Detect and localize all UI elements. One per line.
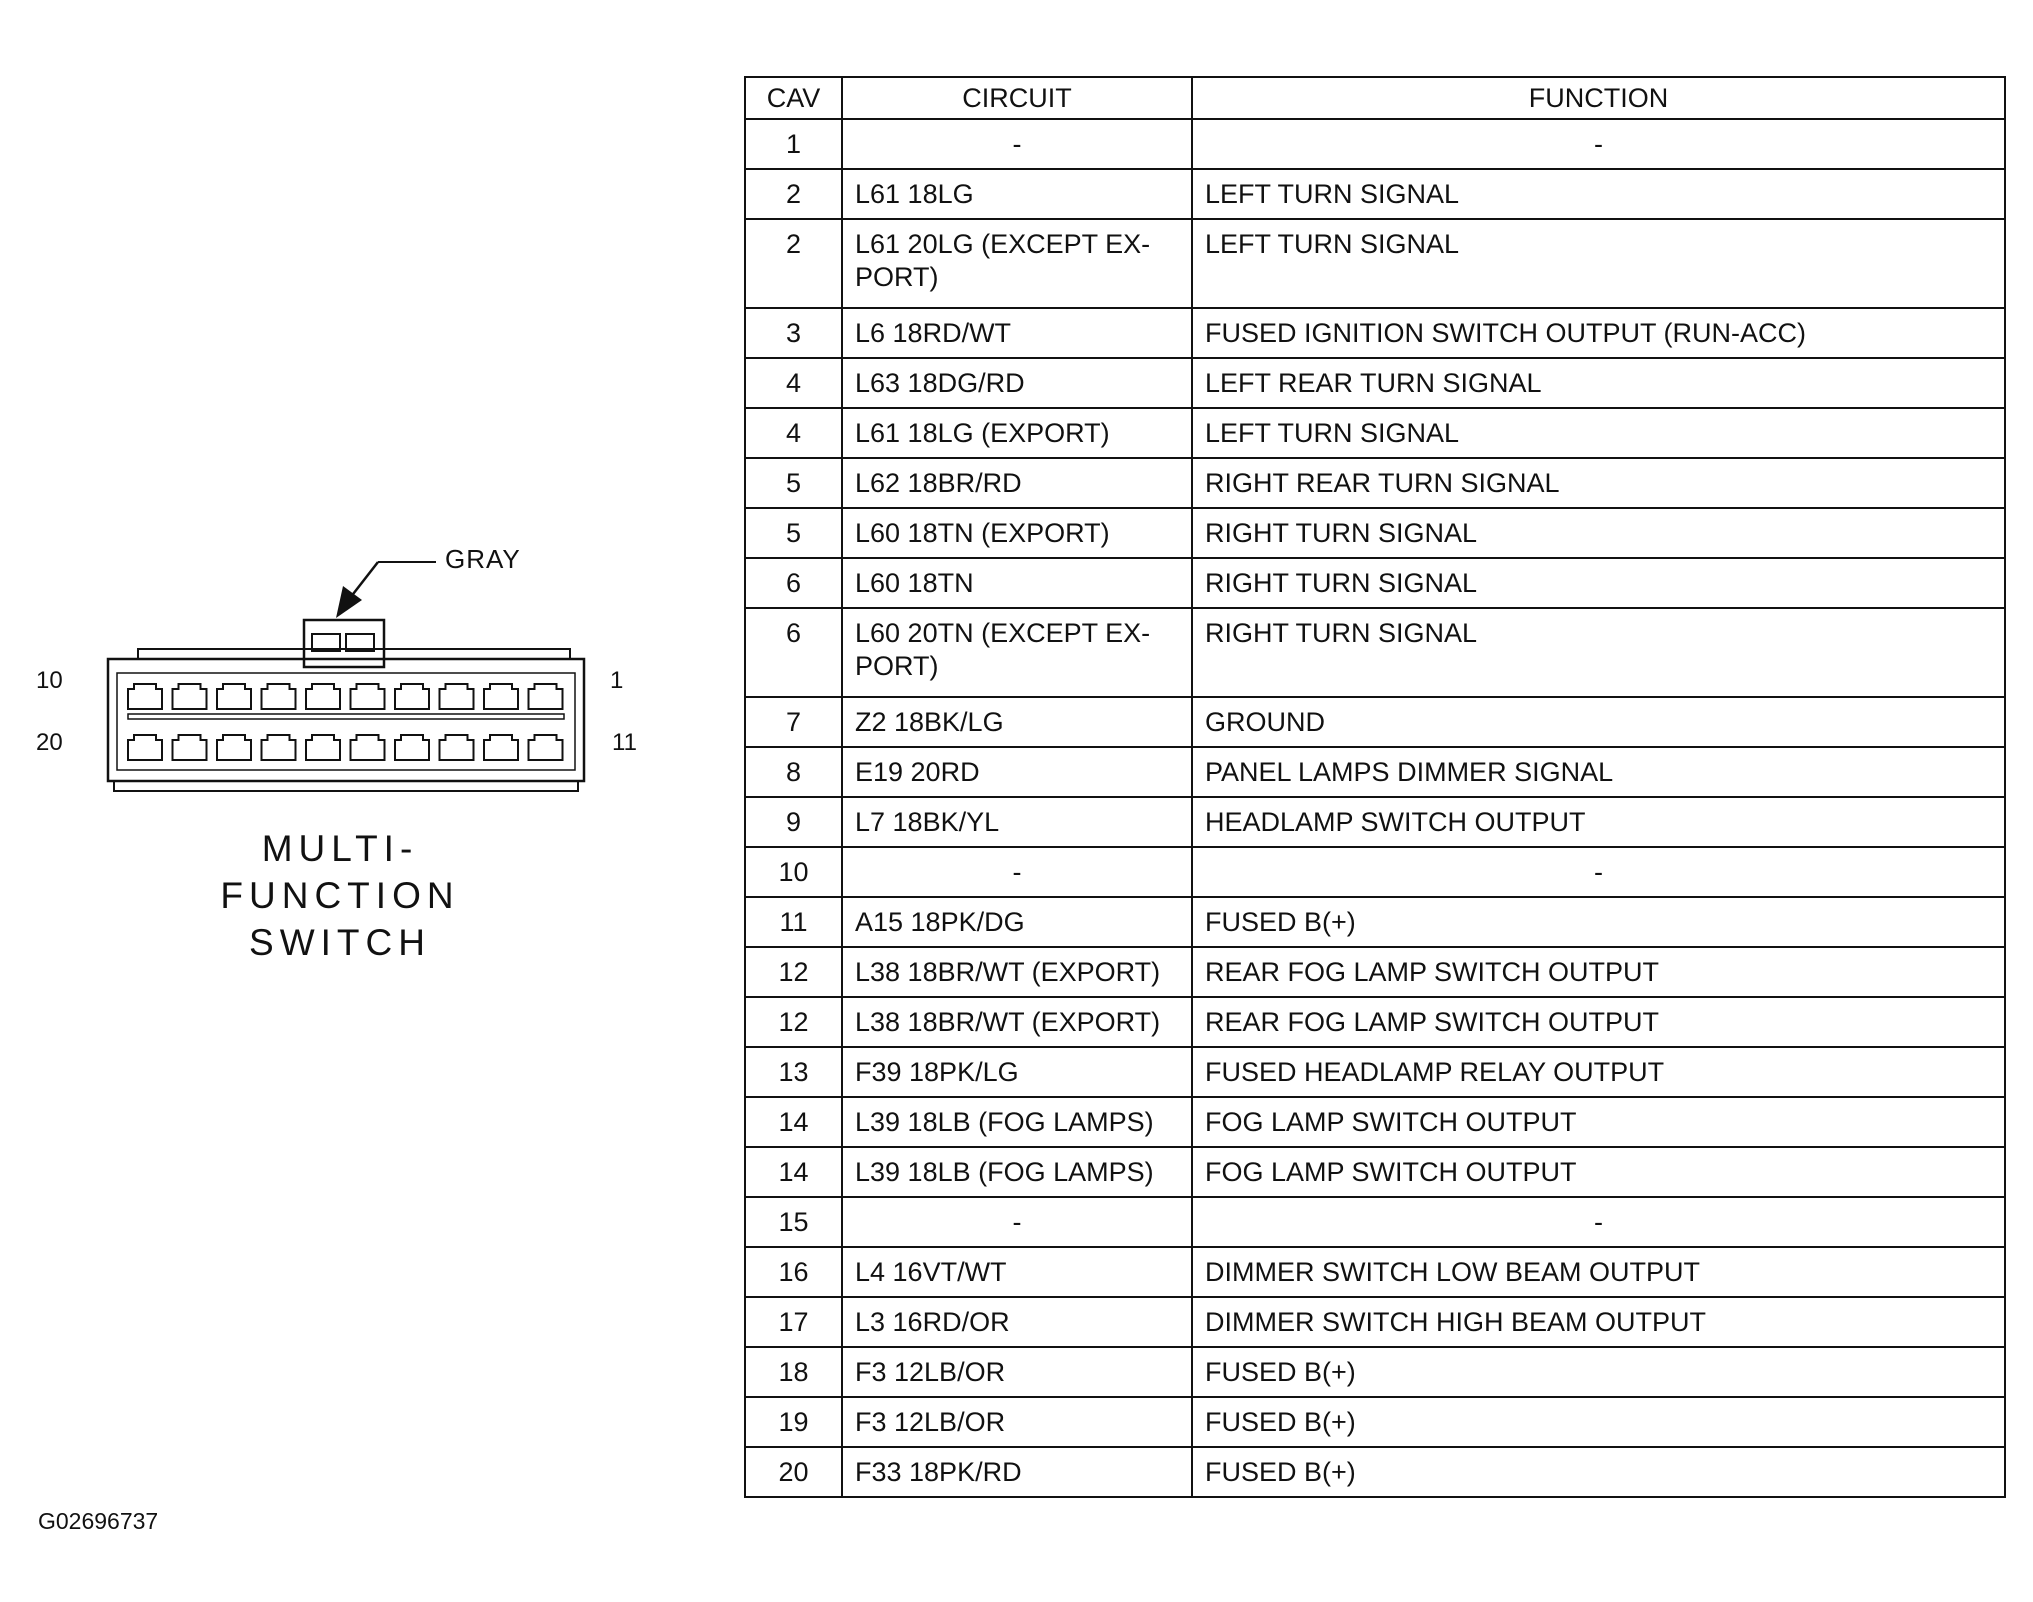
cavity — [529, 684, 563, 709]
table-row — [745, 169, 2005, 219]
function-cell: - — [1192, 847, 2005, 897]
function-cell: DIMMER SWITCH LOW BEAM OUTPUT — [1192, 1247, 2005, 1297]
circuit-cell: L63 18DG/RD — [842, 358, 1192, 408]
table-row — [745, 508, 2005, 558]
circuit-cell: L61 18LG (EXPORT) — [842, 408, 1192, 458]
table-row — [745, 1197, 2005, 1247]
connector-color-label: GRAY — [445, 544, 521, 574]
circuit-cell: L3 16RD/OR — [842, 1297, 1192, 1347]
table-row — [745, 847, 2005, 897]
circuit-cell: E19 20RD — [842, 747, 1192, 797]
cavity — [173, 684, 207, 709]
cavity — [217, 684, 251, 709]
connector-name — [200, 825, 480, 966]
connector-body-inner — [117, 673, 575, 770]
circuit-cell: L60 20TN (EXCEPT EX- PORT) — [842, 608, 1192, 697]
function-cell: RIGHT REAR TURN SIGNAL — [1192, 458, 2005, 508]
cavity — [262, 684, 296, 709]
cav-cell: 3 — [745, 308, 842, 358]
cavity-row-bottom — [128, 735, 563, 760]
circuit-cell: L60 18TN (EXPORT) — [842, 508, 1192, 558]
function-cell: FUSED B(+) — [1192, 1397, 2005, 1447]
cav-cell: 17 — [745, 1297, 842, 1347]
table-row — [745, 1047, 2005, 1097]
circuit-cell: L38 18BR/WT (EXPORT) — [842, 947, 1192, 997]
cav-cell: 13 — [745, 1047, 842, 1097]
circuit-cell: L39 18LB (FOG LAMPS) — [842, 1097, 1192, 1147]
function-cell: HEADLAMP SWITCH OUTPUT — [1192, 797, 2005, 847]
cavity — [484, 735, 518, 760]
circuit-cell: L60 18TN — [842, 558, 1192, 608]
circuit-cell: L4 16VT/WT — [842, 1247, 1192, 1297]
circuit-cell: F33 18PK/RD — [842, 1447, 1192, 1497]
cavity — [351, 735, 385, 760]
circuit-cell: Z2 18BK/LG — [842, 697, 1192, 747]
function-cell: FOG LAMP SWITCH OUTPUT — [1192, 1147, 2005, 1197]
function-cell: LEFT TURN SIGNAL — [1192, 408, 2005, 458]
cavity — [217, 735, 251, 760]
cav-cell: 14 — [745, 1147, 842, 1197]
cavity — [529, 735, 563, 760]
table-row — [745, 697, 2005, 747]
cavity-row-top — [128, 684, 563, 709]
table-row — [745, 747, 2005, 797]
column-header-function: FUNCTION — [1192, 77, 2005, 119]
connector-body — [108, 659, 584, 781]
table-row — [745, 947, 2005, 997]
table-row — [745, 408, 2005, 458]
column-header-cav: CAV — [745, 77, 842, 119]
cavity — [440, 735, 474, 760]
connector-divider — [128, 714, 564, 719]
table-row — [745, 997, 2005, 1047]
pinout-table-body — [745, 119, 2005, 1497]
table-row — [745, 1397, 2005, 1447]
cavity — [440, 684, 474, 709]
table-row — [745, 1247, 2005, 1297]
cav-cell: 12 — [745, 947, 842, 997]
color-leader-line-diag — [350, 562, 378, 598]
table-row — [745, 358, 2005, 408]
table-row — [745, 458, 2005, 508]
function-cell: FUSED B(+) — [1192, 1347, 2005, 1397]
function-cell: REAR FOG LAMP SWITCH OUTPUT — [1192, 997, 2005, 1047]
cavity — [306, 684, 340, 709]
table-row — [745, 219, 2005, 308]
connector-bottom-rail — [114, 781, 578, 791]
cav-cell: 8 — [745, 747, 842, 797]
circuit-cell: L61 20LG (EXCEPT EX- PORT) — [842, 219, 1192, 308]
circuit-cell: L62 18BR/RD — [842, 458, 1192, 508]
cavity — [262, 735, 296, 760]
pin-label-20: 20 — [36, 729, 63, 756]
cav-cell: 7 — [745, 697, 842, 747]
cav-cell: 1 — [745, 119, 842, 169]
table-header-row — [745, 77, 2005, 119]
cavity — [484, 684, 518, 709]
cavity — [351, 684, 385, 709]
connector-name-line-2: FUNCTION — [220, 875, 460, 916]
cav-cell: 15 — [745, 1197, 842, 1247]
cavity — [128, 735, 162, 760]
cav-cell: 2 — [745, 169, 842, 219]
function-cell: REAR FOG LAMP SWITCH OUTPUT — [1192, 947, 2005, 997]
table-row — [745, 608, 2005, 697]
circuit-cell: F39 18PK/LG — [842, 1047, 1192, 1097]
cavity — [173, 735, 207, 760]
function-cell: - — [1192, 119, 2005, 169]
cav-cell: 14 — [745, 1097, 842, 1147]
pin-label-10: 10 — [36, 667, 63, 694]
cav-cell: 18 — [745, 1347, 842, 1397]
function-cell: LEFT TURN SIGNAL — [1192, 219, 2005, 308]
cav-cell: 19 — [745, 1397, 842, 1447]
function-cell: LEFT REAR TURN SIGNAL — [1192, 358, 2005, 408]
circuit-cell: F3 12LB/OR — [842, 1347, 1192, 1397]
function-cell: FUSED B(+) — [1192, 1447, 2005, 1497]
table-row — [745, 1097, 2005, 1147]
table-row — [745, 1297, 2005, 1347]
cav-cell: 5 — [745, 458, 842, 508]
table-row — [745, 308, 2005, 358]
function-cell: LEFT TURN SIGNAL — [1192, 169, 2005, 219]
table-row — [745, 558, 2005, 608]
function-cell: FUSED B(+) — [1192, 897, 2005, 947]
connector-name-line-1: MULTI- — [261, 828, 419, 869]
pin-label-11: 11 — [612, 729, 637, 756]
cavity — [128, 684, 162, 709]
circuit-cell: - — [842, 1197, 1192, 1247]
cav-cell: 20 — [745, 1447, 842, 1497]
circuit-cell: L38 18BR/WT (EXPORT) — [842, 997, 1192, 1047]
circuit-cell: - — [842, 119, 1192, 169]
cav-cell: 2 — [745, 219, 842, 308]
connector-drawing — [0, 0, 700, 820]
cav-cell: 9 — [745, 797, 842, 847]
function-cell: FUSED IGNITION SWITCH OUTPUT (RUN-ACC) — [1192, 308, 2005, 358]
circuit-cell: L7 18BK/YL — [842, 797, 1192, 847]
function-cell: RIGHT TURN SIGNAL — [1192, 608, 2005, 697]
color-arrowhead — [336, 586, 362, 618]
function-cell: RIGHT TURN SIGNAL — [1192, 508, 2005, 558]
circuit-cell: F3 12LB/OR — [842, 1397, 1192, 1447]
cavity — [306, 735, 340, 760]
circuit-cell: - — [842, 847, 1192, 897]
table-row — [745, 1347, 2005, 1397]
circuit-cell: A15 18PK/DG — [842, 897, 1192, 947]
pin-label-1: 1 — [610, 667, 624, 694]
cavity — [395, 735, 429, 760]
connector-name-line-3: SWITCH — [249, 922, 431, 963]
cav-cell: 4 — [745, 408, 842, 458]
cav-cell: 12 — [745, 997, 842, 1047]
cavity — [395, 684, 429, 709]
function-cell: PANEL LAMPS DIMMER SIGNAL — [1192, 747, 2005, 797]
function-cell: - — [1192, 1197, 2005, 1247]
table-row — [745, 119, 2005, 169]
function-cell: RIGHT TURN SIGNAL — [1192, 558, 2005, 608]
function-cell: FUSED HEADLAMP RELAY OUTPUT — [1192, 1047, 2005, 1097]
cav-cell: 5 — [745, 508, 842, 558]
figure-id: G02696737 — [38, 1508, 159, 1534]
table-row — [745, 797, 2005, 847]
cav-cell: 4 — [745, 358, 842, 408]
circuit-cell: L39 18LB (FOG LAMPS) — [842, 1147, 1192, 1197]
pinout-table — [744, 76, 2006, 1498]
function-cell: FOG LAMP SWITCH OUTPUT — [1192, 1097, 2005, 1147]
cav-cell: 11 — [745, 897, 842, 947]
cav-cell: 16 — [745, 1247, 842, 1297]
cav-cell: 6 — [745, 558, 842, 608]
table-row — [745, 1147, 2005, 1197]
circuit-cell: L6 18RD/WT — [842, 308, 1192, 358]
column-header-circuit: CIRCUIT — [842, 77, 1192, 119]
function-cell: GROUND — [1192, 697, 2005, 747]
cav-cell: 6 — [745, 608, 842, 697]
table-row — [745, 897, 2005, 947]
function-cell: DIMMER SWITCH HIGH BEAM OUTPUT — [1192, 1297, 2005, 1347]
circuit-cell: L61 18LG — [842, 169, 1192, 219]
cav-cell: 10 — [745, 847, 842, 897]
table-row — [745, 1447, 2005, 1497]
